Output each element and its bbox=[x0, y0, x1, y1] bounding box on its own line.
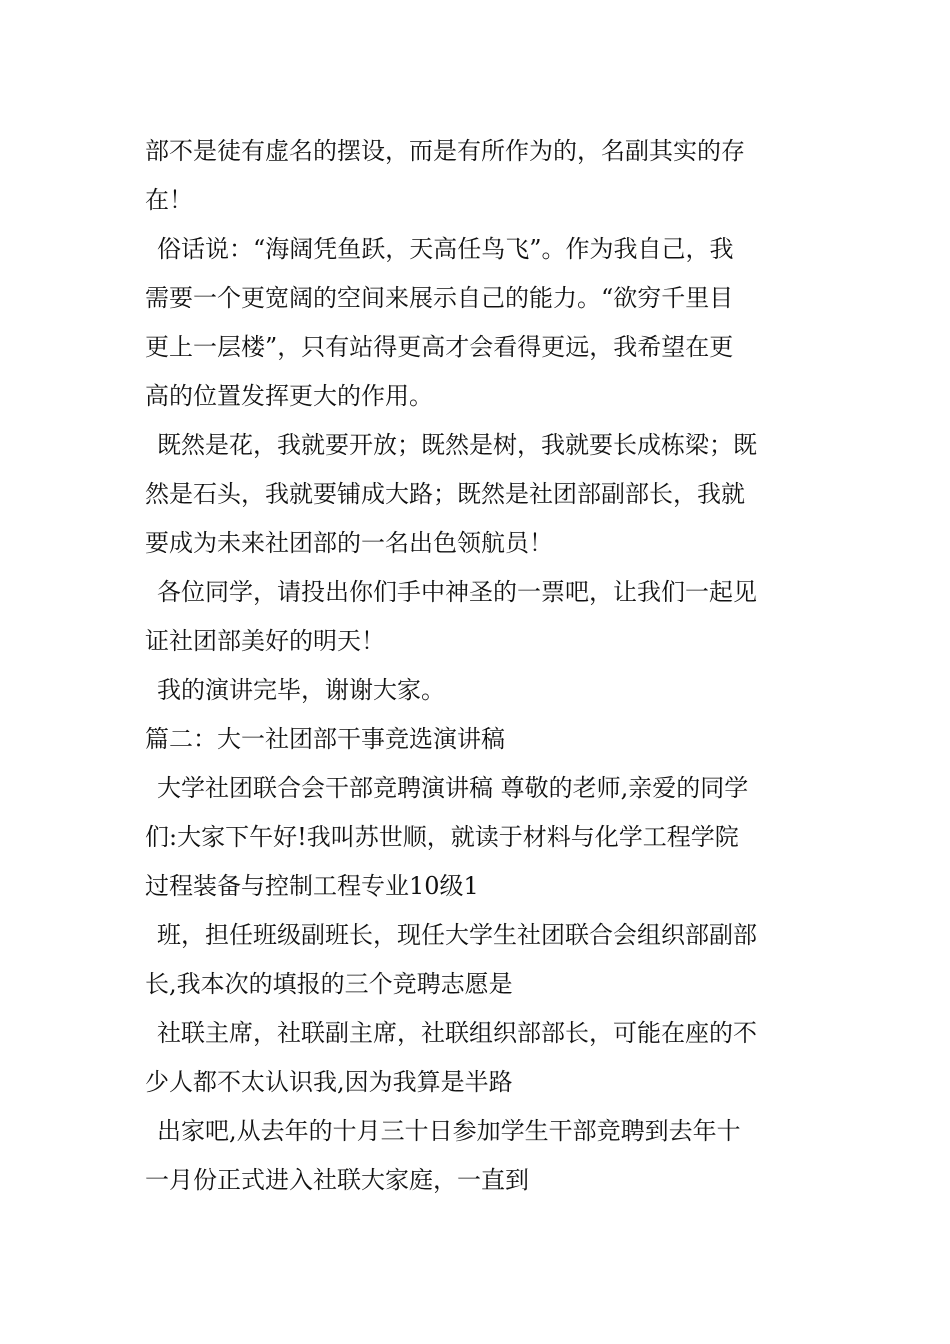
text-line: 俗话说：“海阔凭鱼跃，天高任鸟飞”。作为我自己，我 bbox=[157, 235, 734, 263]
section-heading: 篇二：大一社团部干事竞选演讲稿 bbox=[145, 725, 505, 753]
document-body bbox=[145, 127, 810, 1205]
text-line: 我的演讲完毕，谢谢大家。 bbox=[157, 676, 445, 704]
text-line: 出家吧,从去年的十月三十日参加学生干部竞聘到去年十 bbox=[157, 1117, 741, 1145]
text-line: 然是石头，我就要铺成大路；既然是社团部副部长，我就 bbox=[145, 480, 745, 508]
text-line: 过程装备与控制工程专业10级1 bbox=[145, 872, 479, 900]
text-line: 更上一层楼”，只有站得更高才会看得更远，我希望在更 bbox=[145, 333, 734, 361]
text-line: 要成为未来社团部的一名出色领航员！ bbox=[145, 529, 553, 557]
text-line: 班，担任班级副班长，现任大学生社团联合会组织部副部 bbox=[157, 921, 757, 949]
text-line: 证社团部美好的明天！ bbox=[145, 627, 385, 655]
text-line: 高的位置发挥更大的作用。 bbox=[145, 382, 433, 410]
text-line: 既然是花，我就要开放；既然是树，我就要长成栋梁；既 bbox=[157, 431, 757, 459]
text-line: 各位同学，请投出你们手中神圣的一票吧，让我们一起见 bbox=[157, 578, 757, 606]
text-line: 部不是徒有虚名的摆设，而是有所作为的，名副其实的存 bbox=[145, 137, 745, 165]
text-line: 需要一个更宽阔的空间来展示自己的能力。“欲穷千里目 bbox=[145, 284, 734, 312]
text-line: 们:大家下午好!我叫苏世顺，就读于材料与化学工程学院 bbox=[145, 823, 739, 851]
text-line: 大学社团联合会干部竞聘演讲稿 尊敬的老师,亲爱的同学 bbox=[157, 774, 749, 802]
text-line: 在！ bbox=[145, 186, 193, 214]
text-line: 长,我本次的填报的三个竞聘志愿是 bbox=[145, 970, 513, 998]
text-line: 社联主席，社联副主席，社联组织部部长，可能在座的不 bbox=[157, 1019, 757, 1047]
text-line: 少人都不太认识我,因为我算是半路 bbox=[145, 1068, 513, 1096]
text-line: 一月份正式进入社联大家庭，一直到 bbox=[145, 1166, 529, 1194]
